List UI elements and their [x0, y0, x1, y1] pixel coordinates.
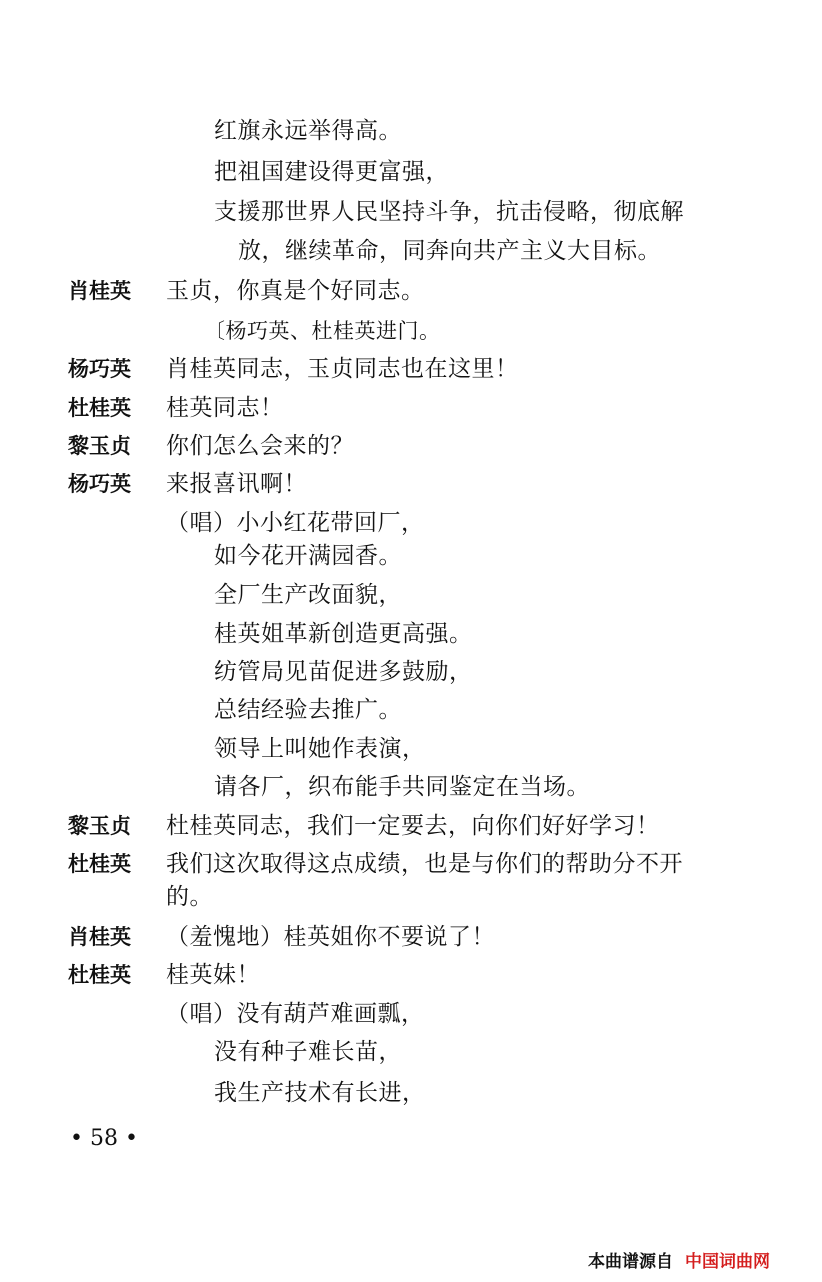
- verse-line: 桂英姐革新创造更高强。: [214, 621, 473, 647]
- verse-line: 如今花开满园香。: [214, 543, 402, 569]
- verse-continuation: 放，继续革命，同奔向共产主义大目标。: [238, 238, 661, 264]
- dialogue-continuation: 的。: [166, 884, 213, 910]
- speaker-name: 肖桂英: [68, 279, 131, 303]
- verse-line: 总结经验去推广。: [214, 697, 402, 723]
- source-footer: [588, 1250, 770, 1274]
- stage-direction: 〔杨巧英、杜桂英进门。: [204, 319, 441, 343]
- brand-link[interactable]: 中国词曲网: [685, 1252, 770, 1272]
- dialogue-line: 我们这次取得这点成绩，也是与你们的帮助分不开: [166, 851, 683, 877]
- verse-line: 我生产技术有长进，: [214, 1080, 426, 1106]
- verse-line: 把祖国建设得更富强，: [214, 159, 449, 185]
- dialogue-line: 玉贞，你真是个好同志。: [166, 278, 425, 304]
- singing-cue-line: （唱）小小红花带回厂，: [166, 510, 425, 536]
- page-number: • 58 •: [70, 1126, 138, 1151]
- speaker-name: 黎玉贞: [68, 434, 131, 458]
- source-label: 本曲谱源自: [588, 1252, 673, 1272]
- speaker-name: 杨巧英: [68, 357, 131, 381]
- dialogue-line: 肖桂英同志，玉贞同志也在这里！: [166, 356, 519, 382]
- dialogue-line: 来报喜讯啊！: [166, 471, 307, 497]
- dialogue-line: 桂英妹！: [166, 962, 260, 988]
- verse-line: 红旗永远举得高。: [214, 118, 402, 144]
- speaker-name: 杜桂英: [68, 852, 131, 876]
- verse-line: 领导上叫她作表演，: [214, 736, 426, 762]
- singing-cue-line: （唱）没有葫芦难画瓢，: [166, 1001, 425, 1027]
- dialogue-line: 桂英同志！: [166, 395, 284, 421]
- speaker-name: 杜桂英: [68, 396, 131, 420]
- verse-line: 没有种子难长苗，: [214, 1039, 402, 1065]
- speaker-name: 杜桂英: [68, 963, 131, 987]
- verse-line: 纺管局见苗促进多鼓励，: [214, 659, 473, 685]
- speaker-name: 黎玉贞: [68, 814, 131, 838]
- verse-line: 支援那世界人民坚持斗争，抗击侵略，彻底解: [214, 199, 684, 225]
- dialogue-line: （羞愧地）桂英姐你不要说了！: [166, 924, 495, 950]
- dialogue-line: 你们怎么会来的？: [166, 433, 354, 459]
- speaker-name: 肖桂英: [68, 925, 131, 949]
- speaker-name: 杨巧英: [68, 472, 131, 496]
- verse-line: 请各厂，织布能手共同鉴定在当场。: [214, 774, 590, 800]
- verse-line: 全厂生产改面貌，: [214, 582, 402, 608]
- dialogue-line: 杜桂英同志，我们一定要去，向你们好好学习！: [166, 813, 660, 839]
